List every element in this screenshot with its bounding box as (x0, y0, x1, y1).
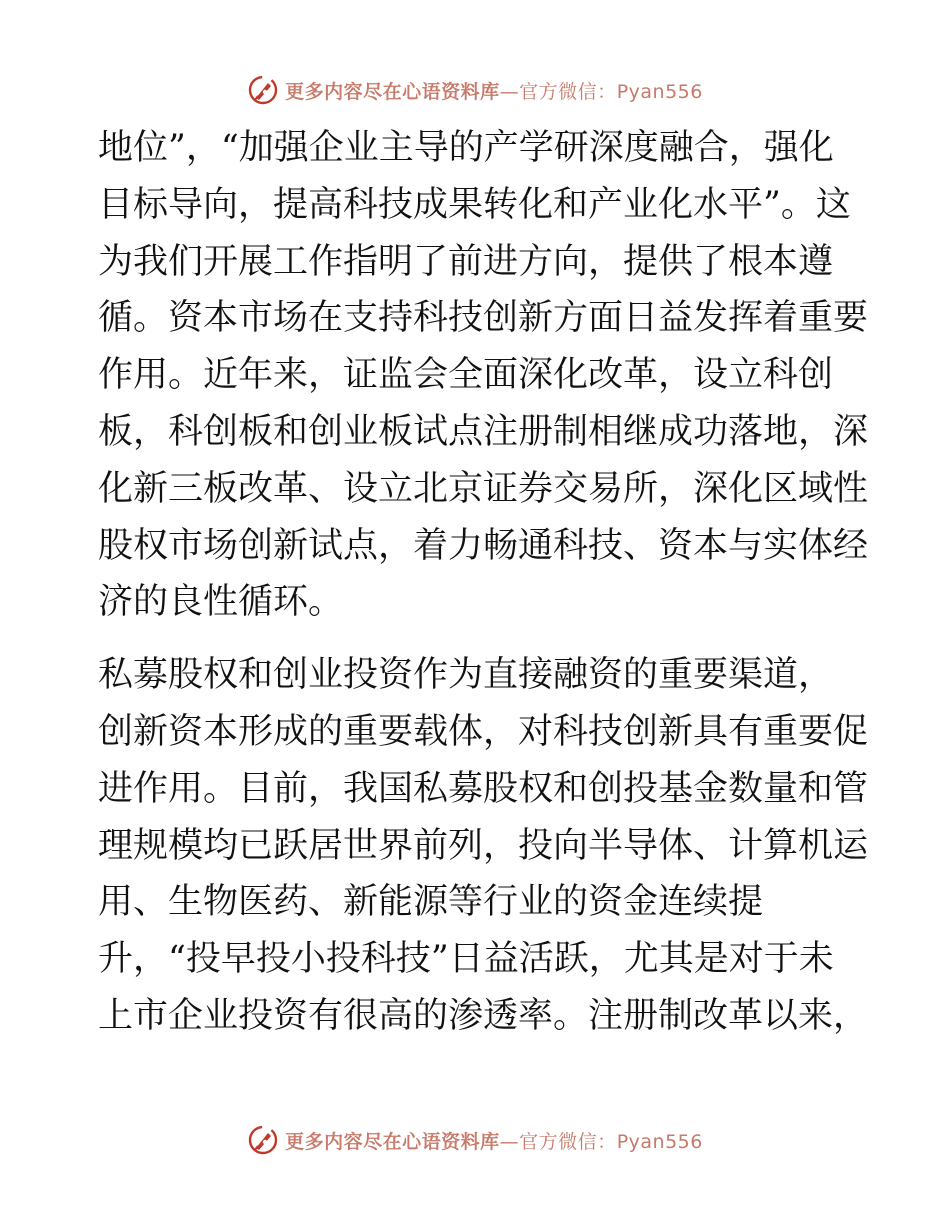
banner-wechat-label: 官方微信： (519, 80, 617, 103)
banner-wechat-handle: Pyan556 (616, 1130, 703, 1153)
text-line: 为我们开展工作指明了前进方向，提供了根本遵 (98, 241, 834, 282)
text-line: 循。资本市场在支持科技创新方面日益发挥着重要 (98, 298, 869, 339)
banner-dash: — (499, 80, 520, 103)
banner-text (285, 1127, 703, 1154)
banner-wechat-handle: Pyan556 (616, 80, 703, 103)
footer-watermark-banner (0, 1120, 950, 1160)
text-line: 升，“投早投小投科技”日益活跃，尤其是对于未 (98, 939, 834, 980)
text-line: 目标导向，提高科技成果转化和产业化水平”。这 (98, 184, 851, 225)
text-line: 股权市场创新试点，着力畅通科技、资本与实体经 (98, 525, 869, 566)
banner-wechat-label: 官方微信： (519, 1130, 617, 1153)
banner-dash: — (499, 1130, 520, 1153)
text-line: 济的良性循环。 (98, 582, 344, 623)
text-line: 理规模均已跃居世界前列，投向半导体、计算机运 (98, 825, 869, 866)
header-watermark-banner (0, 70, 950, 110)
text-line: 用、生物医药、新能源等行业的资金连续提 (98, 882, 764, 923)
paragraph-spacer (98, 631, 858, 647)
quill-pen-circle-icon (247, 74, 279, 106)
text-line: 进作用。目前，我国私募股权和创投基金数量和管 (98, 768, 869, 809)
quill-pen-circle-icon (247, 1124, 279, 1156)
text-line: 创新资本形成的重要载体，对科技创新具有重要促 (98, 711, 869, 752)
document-body (98, 120, 869, 1045)
text-line: 板，科创板和创业板试点注册制相继成功落地，深 (98, 411, 869, 452)
paragraph-2 (98, 647, 869, 1045)
text-line: 地位”，“加强企业主导的产学研深度融合，强化 (98, 128, 834, 168)
banner-promo-text: 更多内容尽在心语资料库 (285, 80, 500, 103)
text-line: 上市企业投资有很高的渗透率。注册制改革以来， (98, 995, 869, 1036)
banner-promo-text: 更多内容尽在心语资料库 (285, 1130, 500, 1153)
text-line: 私募股权和创业投资作为直接融资的重要渠道， (98, 655, 834, 696)
banner-text (285, 77, 703, 104)
text-line: 化新三板改革、设立北京证券交易所，深化区域性 (98, 468, 869, 509)
paragraph-1 (98, 120, 869, 631)
text-line: 作用。近年来，证监会全面深化改革，设立科创 (98, 355, 834, 396)
